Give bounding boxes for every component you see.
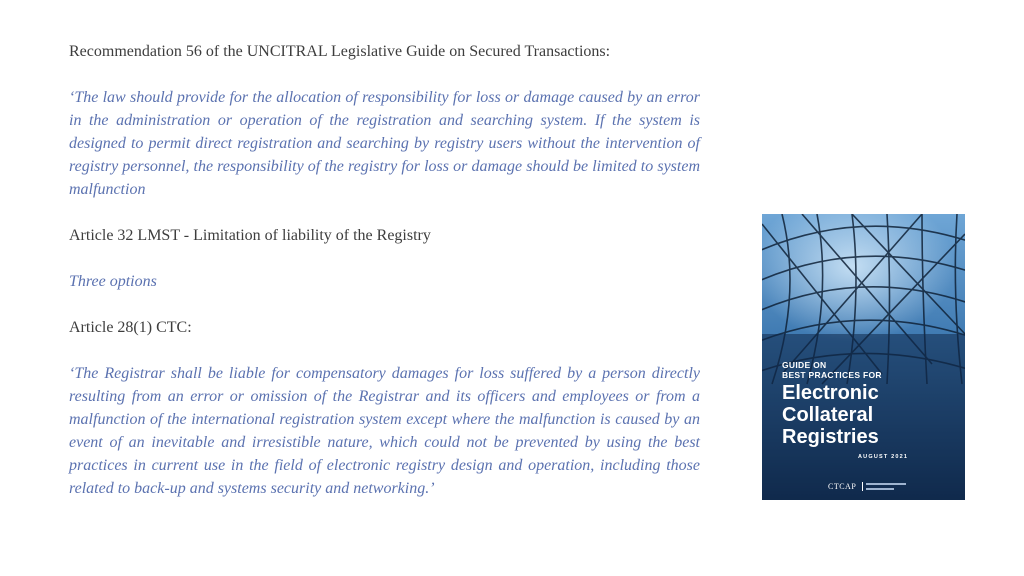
logo-tagline-mark [866,488,894,490]
article-32-heading: Article 32 LMST - Limitation of liability of the Registry [69,227,431,244]
ctcap-logo: CTCAP [828,482,857,491]
article-28-heading: Article 28(1) CTC: [69,319,192,336]
logo-divider [862,482,863,491]
main-text-column [69,40,700,500]
article-28-quote: ‘The Registrar shall be liable for compensatory damages for loss suffered by a person directly resulting from an error or omission of the Registrar and its officers and employees or from a malfunction of the international registration system except where the malfunction is caused by an event of an inevitable and irresistible nature, which could not be prevented by using the best practices in current use in the field of electronic registry design and operation, including those related to back-up and systems security and networking.’ [69,365,700,497]
cover-title-line: Registries [782,426,879,448]
cover-title [782,382,879,448]
recommendation-quote: ‘The law should provide for the allocation of responsibility for loss or damage caused by an error in the administration or operation of the registration and searching system. If the system is designed to permit direct registration and searching by registry users without the intervention of registry personnel, the responsibility of the registry for loss or damage should be limited to system malfunction [69,89,700,198]
cover-title-line: Collateral [782,404,874,426]
cover-kicker [782,360,882,380]
logo-tagline-mark [866,483,906,485]
guide-cover-image [762,214,965,500]
cover-title-line: Electronic [782,382,879,404]
recommendation-heading: Recommendation 56 of the UNCITRAL Legislative Guide on Secured Transactions: [69,43,611,60]
cover-date: AUGUST 2021 [858,454,909,460]
cover-kicker-line: BEST PRACTICES FOR [782,370,882,380]
cover-kicker-line: GUIDE ON [782,360,827,370]
three-options-note: Three options [69,273,157,290]
